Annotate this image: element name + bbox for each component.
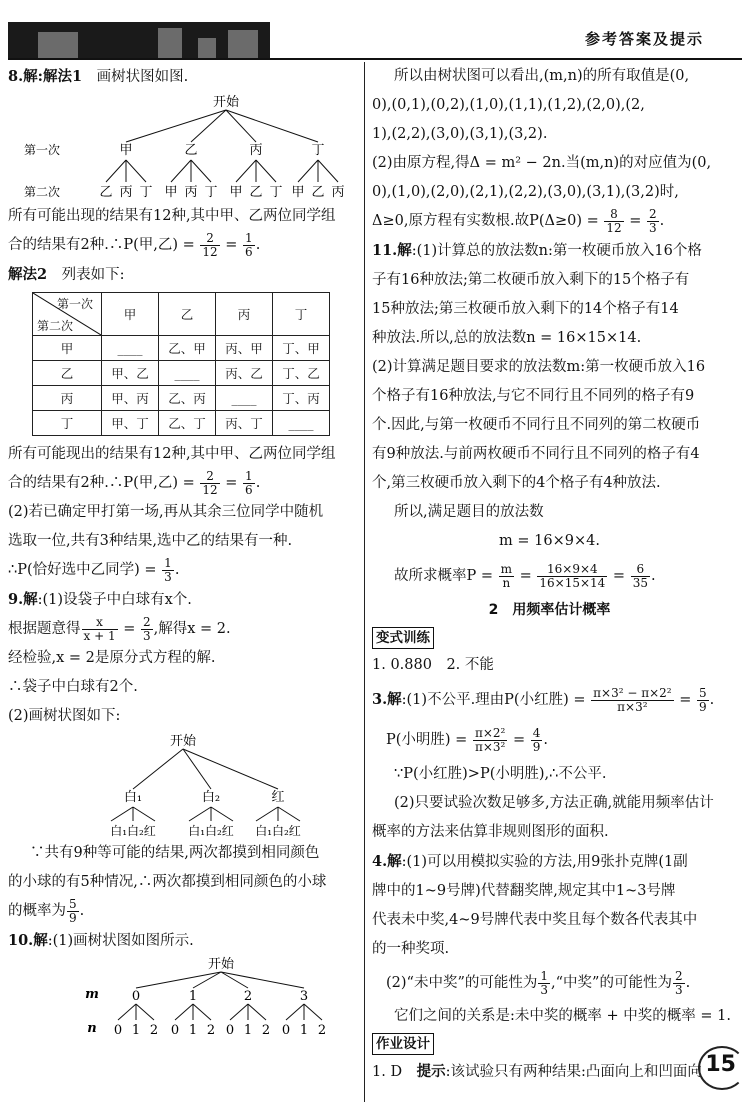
fraction: $\frac{x}{x + 1}$ [83, 614, 116, 643]
tree-branch [256, 807, 278, 821]
q11-line2: 子有16种放法;第二枚硬币放入剩下的15个格子有 [372, 272, 690, 288]
tree-branch [221, 972, 304, 988]
tree-node-level2: 2 [149, 1023, 159, 1038]
table-cell: 甲、丁 [102, 411, 159, 436]
tree-branch [136, 1004, 154, 1020]
tree-node-level2: 丙 [331, 185, 345, 200]
tree-node-level1: 2 [243, 989, 253, 1004]
r-line4: (2)由原方程,得Δ = m² − 2n.当(m,n)的对应值为(0, [372, 155, 712, 171]
tree-branch [189, 807, 211, 821]
q11-line11: m = 16×9×4. [499, 533, 600, 549]
table-column-header: 甲 [102, 293, 159, 336]
tree-node-level2: 丁 [139, 185, 153, 200]
tree-branch [191, 160, 211, 182]
fraction: $\frac{5}{9}$ [698, 685, 707, 714]
q3-line3: ∵P(小红胜)>P(小明胜),∴不公平. [394, 766, 607, 782]
tree-node-level2: 1 [243, 1023, 253, 1038]
tree-node-level1: 丙 [249, 143, 263, 158]
table-column-header: 乙 [159, 293, 216, 336]
tree-branch [133, 807, 155, 821]
tree-node-level2: 白₁白₂红 [255, 824, 301, 838]
tree-node-level2: 1 [299, 1023, 309, 1038]
tree-node-level2: 甲 [229, 185, 243, 200]
table-cell: 乙、甲 [159, 336, 216, 361]
tree-branch [126, 110, 226, 142]
fraction: $\frac{8}{12}$ [606, 206, 622, 235]
tree-node-level1: 红 [271, 790, 285, 805]
tree-root-label: 开始 [207, 957, 235, 972]
tree-node-level2: 乙 [99, 185, 113, 200]
tree-node-level2: 丁 [269, 185, 283, 200]
fraction: $\frac{m}{n}$ [500, 561, 513, 590]
fraction: $\frac{2}{3}$ [674, 968, 683, 997]
tree-node-level1: 丁 [311, 143, 325, 158]
tree-node-level2: 甲 [291, 185, 305, 200]
tree-node-level2: 0 [281, 1023, 291, 1038]
tree-node-level2: 白₁白₂红 [188, 824, 234, 838]
q8-line2: 合的结果有2种.∴P(甲,乙) = $\frac{2}{12}$ = $\frac{1}{6}$ . [8, 230, 261, 259]
q8-m2-line2: 合的结果有2种.∴P(甲,乙) = $\frac{2}{12}$ = $\frac{1}{6}$ . [8, 468, 261, 497]
table-cell: 丙、乙 [216, 361, 273, 386]
tree-node-level1: 白₁ [123, 790, 143, 805]
tree-node-level2: 0 [113, 1023, 123, 1038]
tree-branch [126, 160, 146, 182]
q8-part2-line3: ∴P(恰好选中乙同学) = $\frac{1}{3}$ . [8, 555, 180, 584]
tree-node-level1: 乙 [184, 143, 198, 158]
r-line6: Δ≥0,原方程有实数根.故P(Δ≥0) = $\frac{8}{12}$ = $\frac{2}{3}$ . [372, 206, 665, 235]
r-line5: 0),(1,0),(2,0),(2,1),(2,2),(3,0),(3,1),(3,2)时, [372, 184, 679, 200]
table-cell: ____ [102, 336, 159, 361]
q11-line9: 个,第三枚硬币放入剩下的4个格子有4种放法. [372, 475, 661, 491]
q9-line8: 的概率为 $\frac{5}{9}$ . [8, 896, 85, 925]
tree-branch [304, 1004, 322, 1020]
fraction: $\frac{1}{3}$ [540, 968, 549, 997]
fraction: $\frac{16\times 9\times 4}{16\times 15\times 14}$ [539, 561, 606, 590]
method2-heading: 解法2 列表如下: [8, 266, 125, 283]
tree-node-level2: 2 [261, 1023, 271, 1038]
table-row-header: 甲 [33, 336, 102, 361]
q8-line1: 所有可能出现的结果有12种,其中甲、乙两位同学组 [8, 208, 336, 224]
q11-line6: 个格子有16种放法,与它不同行且不同列的格子有9 [372, 388, 695, 404]
q11-line4: 种放法.所以,总的放法数n = 16×15×14. [372, 330, 642, 346]
tree-branch [286, 1004, 304, 1020]
q4-line3: 代表未中奖,4~9号牌代表中奖且每个数各代表其中 [372, 912, 698, 928]
q4-line5: (2)“未中奖”的可能性为 $\frac{1}{3}$ ,“中奖”的可能性为 $\frac{2}{3}$ . [386, 968, 691, 997]
tree-row-label-n: n [87, 1021, 97, 1036]
q11-intro: 11.解:(1)计算总的放法数n:第一枚硬币放入16个格 [372, 242, 702, 259]
tree-branch [298, 160, 318, 182]
q3-line5: 概率的方法来估算非规则图形的面积. [372, 824, 609, 840]
q8-m2-line1: 所有可能现出的结果有12种,其中甲、乙两位同学组 [8, 446, 336, 462]
tree-branch [318, 160, 338, 182]
tree-branch [248, 1004, 266, 1020]
q4-line2: 牌中的1~9号牌)代替翻奖牌,规定其中1~3号牌 [372, 883, 676, 899]
tree-node-level2: 丙 [119, 185, 133, 200]
q3-intro: 3.解:(1)不公平.理由P(小红胜) = $\frac{\text{π×3² − π×2²}}{\text{π×3²}}$ = $\frac{5}{9}$ . [372, 685, 715, 714]
header-rule [8, 58, 742, 60]
tree-node-level1: 甲 [119, 143, 133, 158]
tree-diagram-1 [8, 92, 358, 202]
table-cell: 丁、乙 [273, 361, 330, 386]
box-label-homework: 作业设计 [372, 1033, 434, 1055]
tree-branch [191, 110, 226, 142]
tree-node-level2: 丁 [204, 185, 218, 200]
q8-part2-line2: 选取一位,共有3种结果,选中乙的结果有一种. [8, 533, 293, 549]
tree-branch [171, 160, 191, 182]
tree-diagram-2 [8, 731, 358, 839]
q4-line6: 它们之间的关系是:未中奖的概率 + 中奖的概率 = 1. [394, 1008, 731, 1024]
tree-node-level2: 丙 [184, 185, 198, 200]
tree-branch [136, 972, 221, 988]
q3-line2: P(小明胜) = $\frac{\text{π×2²}}{\text{π×3²}}$ = $\frac{4}{9}$ . [386, 725, 548, 754]
header-decoration [8, 22, 270, 60]
table-column-header: 丁 [273, 293, 330, 336]
fraction: $\frac{2}{12}$ [202, 230, 218, 259]
fraction: $\frac{5}{9}$ [69, 896, 77, 925]
q9-line5: (2)画树状图如下: [8, 708, 121, 724]
answers-1-2: 1. 0.880 2. 不能 [372, 657, 494, 673]
tree-node-level2: 1 [131, 1023, 141, 1038]
tree-branch [118, 1004, 136, 1020]
q9-line6: ∵共有9种等可能的结果,两次都摸到相同颜色 [30, 845, 320, 861]
table-corner-cell [33, 293, 102, 336]
table-row [33, 386, 330, 411]
tree-node-level2: 0 [225, 1023, 235, 1038]
table-cell: 丙、甲 [216, 336, 273, 361]
hw-line1: 1. D 提示:该试验只有两种结果:凸面向上和凹面向 [372, 1063, 702, 1080]
right-column [372, 62, 731, 1087]
q4-line4: 的一种奖项. [372, 941, 450, 957]
q11-line3: 15种放法;第三枚硬币放入剩下的14个格子有14 [372, 301, 679, 317]
table-corner-top: 第一次 [56, 297, 93, 311]
tree-node-level2: 白₁白₂红 [110, 824, 156, 838]
fraction: $\frac{1}{6}$ [245, 230, 253, 259]
header-title: 参考答案及提示 [584, 30, 704, 48]
results-table [32, 292, 330, 436]
tree-root-label: 开始 [212, 95, 240, 110]
left-column [8, 62, 358, 1038]
tree-node-level1: 0 [131, 989, 141, 1004]
table-column-header: 丙 [216, 293, 273, 336]
r-line1: 所以由树状图可以看出,(m,n)的所有取值是(0, [394, 68, 690, 84]
tree-row-label-second: 第二次 [23, 185, 61, 199]
table-cell: 丙、丁 [216, 411, 273, 436]
table-row-header: 乙 [33, 361, 102, 386]
tree-branch [226, 110, 318, 142]
fraction: $\frac{\text{π×2²}}{\text{π×3²}}$ [474, 725, 506, 754]
r-line3: 1),(2,2),(3,0),(3,1),(3,2). [372, 126, 548, 142]
fraction: $\frac{1}{3}$ [164, 555, 172, 584]
q11-line12: 故所求概率P = $\frac{m}{n}$ = $\frac{16\times 9\times 4}{16\times 15\times 14}$ = $\frac{6}{35}$ . [394, 561, 656, 590]
tree-node-level2: 乙 [249, 185, 263, 200]
tree-node-level2: 2 [206, 1023, 216, 1038]
q4-intro: 4.解:(1)可以用模拟实验的方法,用9张扑克牌(1副 [372, 853, 688, 870]
tree-row-label-first: 第一次 [23, 143, 61, 157]
q9-line4: ∴袋子中白球有2个. [8, 679, 138, 695]
q8-part2-line1: (2)若已确定甲打第一场,再从其余三位同学中随机 [8, 504, 324, 520]
table-row-header: 丁 [33, 411, 102, 436]
fraction: $\frac{4}{9}$ [532, 725, 541, 754]
table-row-header: 丙 [33, 386, 102, 411]
fraction: $\frac{1}{6}$ [245, 468, 253, 497]
tree-branch [278, 807, 300, 821]
table-cell: 甲、丙 [102, 386, 159, 411]
table-corner-bottom: 第二次 [37, 319, 74, 333]
q9-line2: 根据题意得 $\frac{x}{x + 1}$ = $\frac{2}{3}$ ,解得x = 2. [8, 614, 231, 643]
tree-diagram-3 [8, 956, 358, 1038]
tree-branch [193, 1004, 211, 1020]
q11-line8: 有9种放法.与前两枚硬币不同行且不同列的格子有4 [372, 446, 700, 462]
tree-branch [106, 160, 126, 182]
tree-node-level1: 3 [299, 989, 309, 1004]
table-cell: 甲、乙 [102, 361, 159, 386]
tree-node-level2: 0 [170, 1023, 180, 1038]
q9-line7: 的小球的有5种情况,∴两次都摸到相同颜色的小球 [8, 874, 327, 890]
table-row [33, 336, 330, 361]
table-cell: 丁、甲 [273, 336, 330, 361]
tree-branch [256, 160, 276, 182]
tree-root-label: 开始 [169, 734, 197, 749]
q8-intro: 8.解:解法1 画树状图如图. [8, 68, 189, 85]
tree-node-level2: 1 [188, 1023, 198, 1038]
table-row [33, 361, 330, 386]
table-cell: 乙、丁 [159, 411, 216, 436]
fraction: $\frac{\text{π×3² − π×2²}}{\text{π×3²}}$ [593, 685, 672, 714]
tree-node-level2: 甲 [164, 185, 178, 200]
tree-branch [175, 1004, 193, 1020]
tree-branch [211, 807, 233, 821]
fraction: $\frac{2}{3}$ [649, 206, 657, 235]
q3-line4: (2)只要试验次数足够多,方法正确,就能用频率估计 [394, 795, 714, 811]
q11-line7: 个.因此,与第一枚硬币不同行且不同列的第二枚硬币 [372, 417, 701, 433]
fraction: $\frac{6}{35}$ [632, 561, 648, 590]
tree-branch [133, 749, 183, 789]
table-cell: ____ [216, 386, 273, 411]
q11-line10: 所以,满足题目的放法数 [394, 504, 544, 520]
tree-node-level1: 1 [188, 989, 198, 1004]
section-heading: 2 用频率估计概率 [488, 602, 611, 618]
tree-node-level1: 白₂ [201, 790, 221, 805]
column-divider [364, 62, 365, 1102]
page-number: 15 [705, 1052, 736, 1077]
table-row [33, 411, 330, 436]
table-cell: ____ [159, 361, 216, 386]
table-cell: 丁、丙 [273, 386, 330, 411]
table-cell: 乙、丙 [159, 386, 216, 411]
q11-line5: (2)计算满足题目要求的放法数m:第一枚硬币放入16 [372, 359, 706, 375]
table-cell: ____ [273, 411, 330, 436]
tree-branch [236, 160, 256, 182]
fraction: $\frac{2}{12}$ [202, 468, 218, 497]
tree-node-level2: 2 [317, 1023, 327, 1038]
q9-intro: 9.解:(1)设袋子中白球有x个. [8, 591, 192, 608]
tree-branch [111, 807, 133, 821]
r-line2: 0),(0,1),(0,2),(1,0),(1,1),(1,2),(2,0),(2, [372, 97, 645, 113]
tree-node-level2: 乙 [311, 185, 325, 200]
q10-intro: 10.解:(1)画树状图如图所示. [8, 932, 194, 949]
box-label-variant-training: 变式训练 [372, 627, 434, 649]
tree-row-label-m: m [85, 987, 99, 1002]
q9-line3: 经检验,x = 2是原分式方程的解. [8, 650, 216, 666]
tree-branch [230, 1004, 248, 1020]
fraction: $\frac{2}{3}$ [142, 614, 151, 643]
